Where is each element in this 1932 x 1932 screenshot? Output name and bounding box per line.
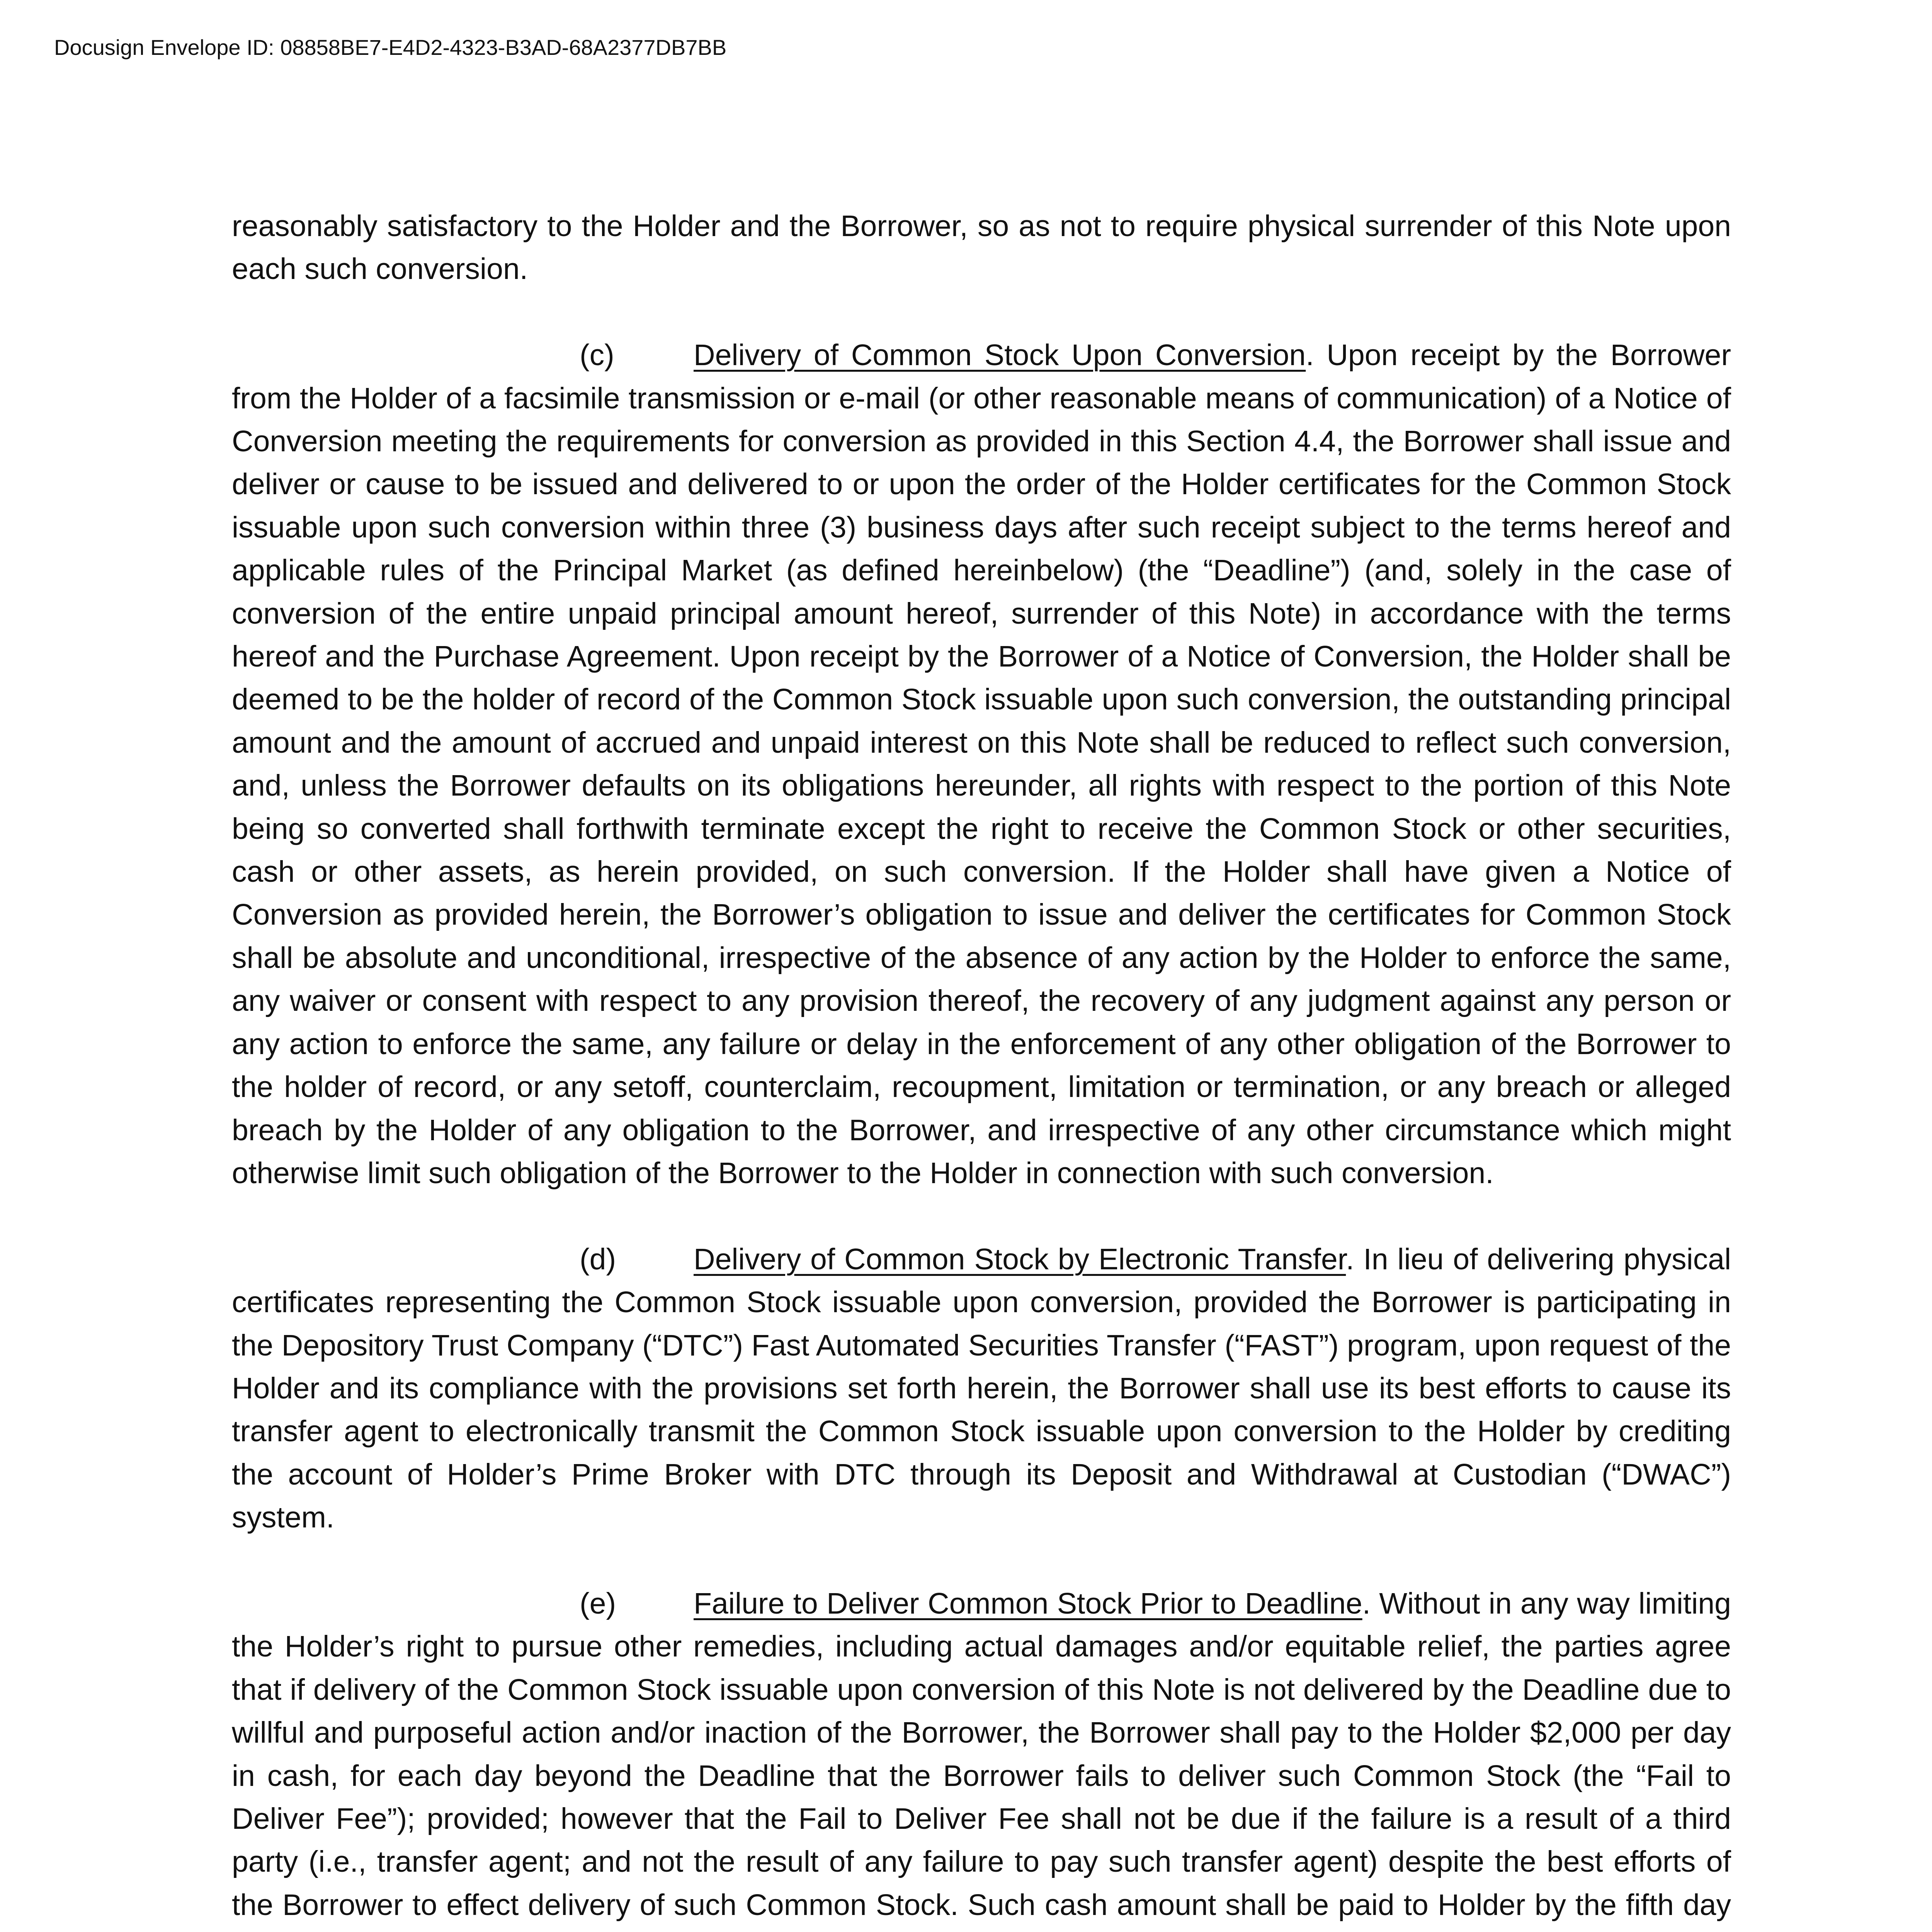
section-e-heading: Failure to Deliver Common Stock Prior to Deadline [694,1587,1362,1620]
section-d-heading: Delivery of Common Stock by Electronic Transfer [694,1242,1346,1276]
section-c-label: (c) [580,338,614,372]
section-c-heading: Delivery of Common Stock Upon Conversion [694,338,1306,372]
docusign-envelope-id: Docusign Envelope ID: 08858BE7-E4D2-4323-B3AD-68A2377DB7BB [54,35,727,60]
section-d-text: . In lieu of delivering physical certificates representing the Common Stock issuable upon conversion, provided the Borrower is participating in the Depository Trust Company (“DTC”) Fast Automated Securities Transfer (“FAST”) program, upon request of the Holder and its compliance with the provisions set forth herein, the Borrower shall use its best efforts to cause its transfer agent to electronically transmit the Common Stock issuable upon conversion to the Holder by crediting the account of Holder’s Prime Broker with DTC through its Deposit and Withdrawal at Custodian (“DWAC”) system. [232,1242,1731,1534]
section-d-label: (d) [580,1242,616,1276]
section-e-label: (e) [580,1587,616,1620]
section-e-paragraph [232,1582,1731,1932]
document-body [232,205,1731,1932]
section-e-text: . Without in any way limiting the Holder’s right to pursue other remedies, including actual damages and/or equitable relief, the parties agree that if delivery of the Common Stock issuable upon conversion of this Note is not delivered by the Deadline due to willful and purposeful action and/or inaction of the Borrower, the Borrower shall pay to the Holder $2,000 per day in cash, for each day beyond the Deadline that the Borrower fails to deliver such Common Stock (the “Fail to Deliver Fee”); provided; however that the Fail to Deliver Fee shall not be due if the failure is a result of a third party (i.e., transfer agent; and not the result of any failure to pay such transfer agent) despite the best efforts of the Borrower to effect delivery of such Common Stock. Such cash amount shall be paid to Holder by the fifth day [232,1587,1731,1922]
intro-paragraph: reasonably satisfactory to the Holder and the Borrower, so as not to require physical surrender of this Note upon each such conversion. [232,209,1731,286]
section-c-text: . Upon receipt by the Borrower from the Holder of a facsimile transmission or e-mail (or other reasonable means of communication) of a Notice of Conversion meeting the requirements for conversion as provided in this Section 4.4, the Borrower shall issue and deliver or cause to be issued and delivered to or upon the order of the Holder certificates for the Common Stock issuable upon such conversion within three (3) business days after such receipt subject to the terms hereof and applicable rules of the Principal Market (as defined hereinbelow) (the “Deadline”) (and, solely in the case of conversion of the entire unpaid principal amount hereof, surrender of this Note) in accordance with the terms hereof and the Purchase Agreement. Upon receipt by the Borrower of a Notice of Conversion, the Holder shall be deemed to be the holder of record of the Common Stock issuable upon such conversion, the outstanding principal amount and the amount of accrued and unpaid interest on this Note shall be reduced to reflect such conversion, and, unless the Borrower defaults on its obligations hereunder, all rights with respect to the portion of this Note being so converted shall forthwith terminate except the right to receive the Common Stock or other securities, cash or other assets, as herein provided, on such conversion. If the Holder shall have given a Notice of Conversion as provided herein, the Borrower’s obligation to issue and deliver the certificates for Common Stock shall be absolute and unconditional, irrespective of the absence of any action by the Holder to enforce the same, any waiver or consent with respect to any provision thereof, the recovery of any judgment against any person or any action to enforce the same, any failure or delay in the enforcement of any other obligation of the Borrower to the holder of record, or any setoff, counterclaim, recoupment, limitation or termination, or any breach or alleged breach by the Holder of any obligation to the Borrower, and irrespective of any other circumstance which might otherwise limit such obligation of the Borrower to the Holder in connection with such conversion. [232,338,1731,1190]
section-c-paragraph [232,334,1731,1195]
section-d-paragraph [232,1238,1731,1539]
